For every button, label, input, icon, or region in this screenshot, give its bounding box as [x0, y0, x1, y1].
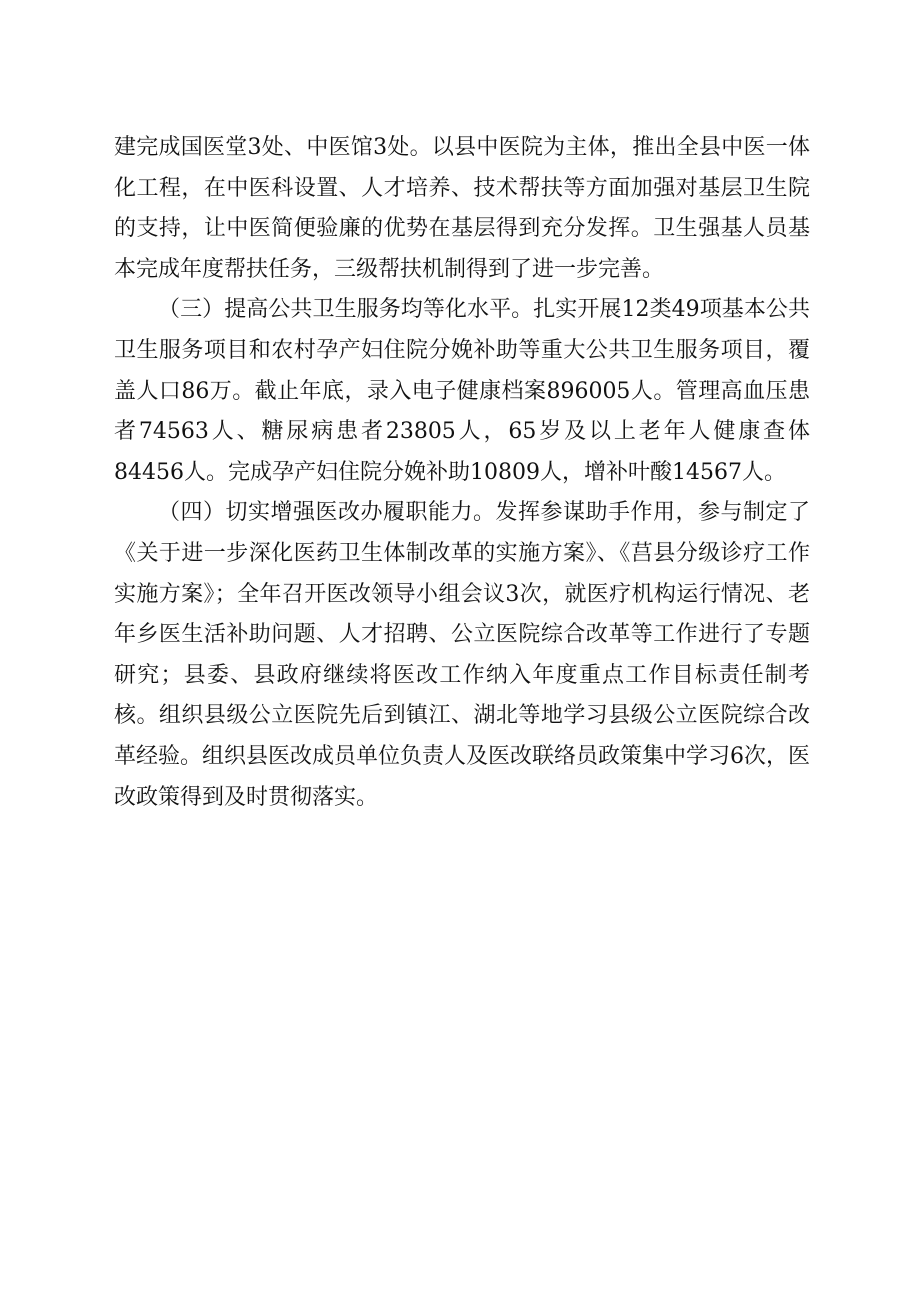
- paragraph-section-3-public-health: （三）提高公共卫生服务均等化水平。扎实开展12类49项基本公共卫生服务项目和农村孕产妇住院分娩补助等重大公共卫生服务项目，覆盖人口86万。截止年底，录入电子健康档案896005人。管理高血压患者74563人、糖尿病患者23805人，65岁及以上老年人健康查体84456人。完成孕产妇住院分娩补助10809人，增补叶酸14567人。: [114, 297, 810, 485]
- paragraph-continuation: 建完成国医堂3处、中医馆3处。以县中医院为主体，推出全县中医一体化工程，在中医科设置、人才培养、技术帮扶等方面加强对基层卫生院的支持，让中医简便验廉的优势在基层得到充分发挥。卫生强基人员基本完成年度帮扶任务，三级帮扶机制得到了进一步完善。: [114, 135, 810, 282]
- paragraph-section-4-medical-reform-office: （四）切实增强医改办履职能力。发挥参谋助手作用，参与制定了《关于进一步深化医药卫生体制改革的实施方案》、《莒县分级诊疗工作实施方案》；全年召开医改领导小组会议3次，就医疗机构运行情况、老年乡医生活补助问题、人才招聘、公立医院综合改革等工作进行了专题研究；县委、县政府继续将医改工作纳入年度重点工作目标责任制考核。组织县级公立医院先后到镇江、湖北等地学习县级公立医院综合改革经验。组织县医改成员单位负责人及医改联络员政策集中学习6次，医改政策得到及时贯彻落实。: [114, 500, 810, 810]
- body-text: [114, 128, 810, 818]
